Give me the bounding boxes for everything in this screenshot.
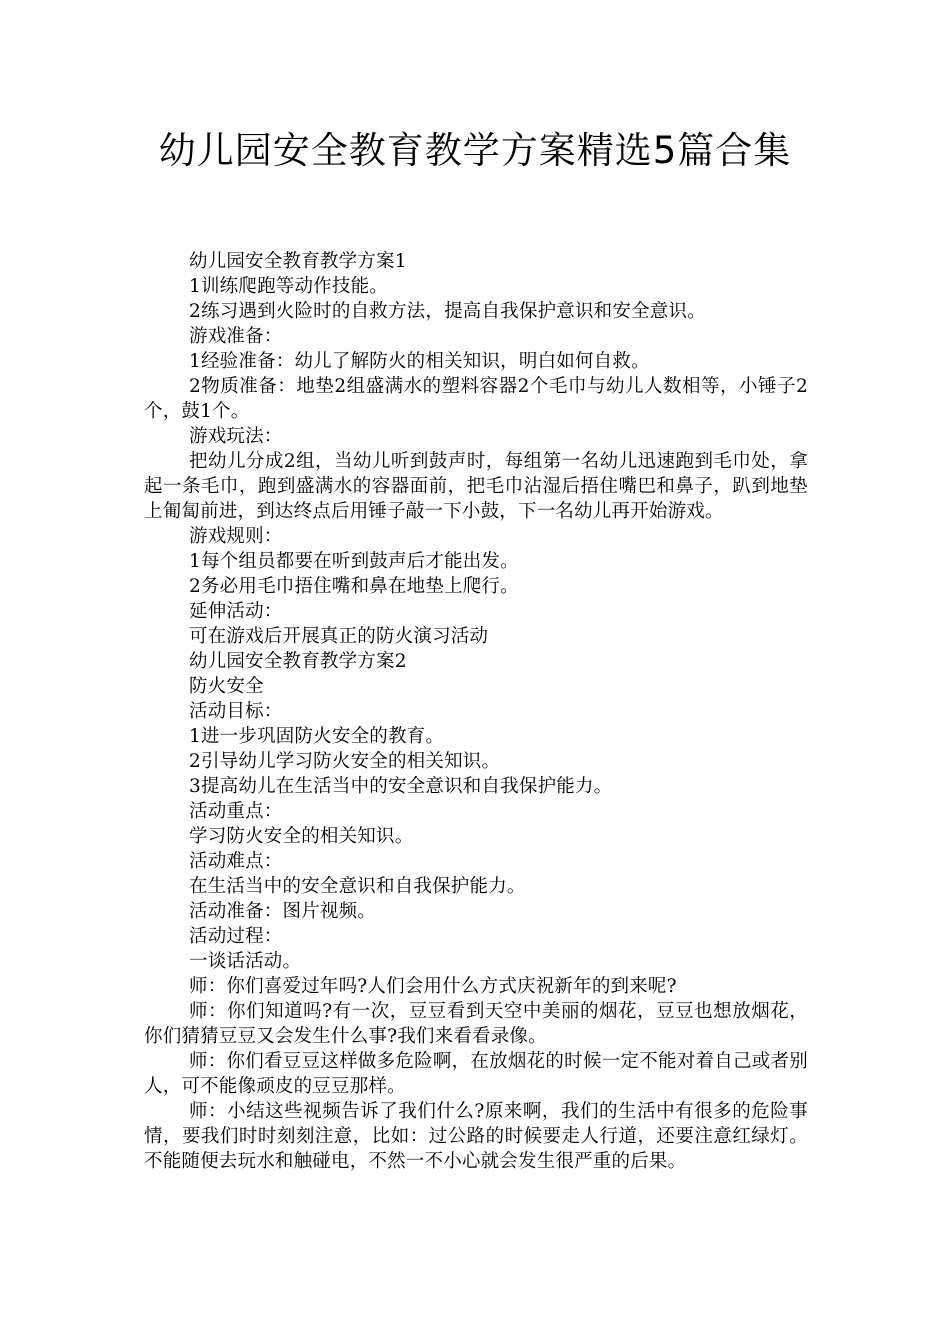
paragraph: 可在游戏后开展真正的防火演习活动 [189,626,489,647]
paragraph: 游戏准备： [189,326,283,347]
paragraph: 1每个组员都要在听到鼓声后才能出发。 [189,551,519,572]
paragraph: 3提高幼儿在生活当中的安全意识和自我保护能力。 [189,776,613,797]
paragraph: 活动目标： [189,701,283,722]
paragraph: 2练习遇到火险时的自救方法，提高自我保护意识和安全意识。 [189,301,706,322]
paragraph: 2务必用毛巾捂住嘴和鼻在地垫上爬行。 [189,576,519,597]
paragraph: 幼儿园安全教育教学方案2 [189,651,407,672]
paragraph: 2引导幼儿学习防火安全的相关知识。 [189,751,501,772]
paragraph: 延伸活动： [189,601,283,622]
document-body [144,249,808,1174]
paragraph: 1经验准备：幼儿了解防火的相关知识，明白如何自救。 [189,351,650,372]
paragraph: 在生活当中的安全意识和自我保护能力。 [189,876,526,897]
paragraph: 把幼儿分成2组，当幼儿听到鼓声时，每组第一名幼儿迅速跑到毛巾处，拿起一条毛巾，跑到盛满水的容器面前，把毛巾沾湿后捂住嘴巴和鼻子，趴到地垫上匍匐前进，到达终点后用锤子敲一下小鼓，下一名幼儿再开始游戏。 [144,451,808,522]
paragraph: 一谈话活动。 [189,951,302,972]
paragraph: 师：你们喜爱过年吗?人们会用什么方式庆祝新年的到来呢? [189,976,677,997]
paragraph: 幼儿园安全教育教学方案1 [189,251,407,272]
paragraph: 师：小结这些视频告诉了我们什么?原来啊，我们的生活中有很多的危险事情，要我们时时刻刻注意，比如：过公路的时候要走人行道，还要注意红绿灯。不能随便去玩水和触碰电，不然一不小心就会发生很严重的后果。 [144,1101,808,1172]
paragraph: 1进一步巩固防火安全的教育。 [189,726,445,747]
paragraph: 活动重点： [189,801,283,822]
paragraph: 活动过程： [189,926,283,947]
paragraph: 1训练爬跑等动作技能。 [189,276,388,297]
paragraph: 活动难点： [189,851,283,872]
paragraph: 游戏规则： [189,526,283,547]
paragraph: 活动准备：图片视频。 [189,901,377,922]
paragraph: 学习防火安全的相关知识。 [189,826,414,847]
paragraph: 师：你们知道吗?有一次，豆豆看到天空中美丽的烟花，豆豆也想放烟花，你们猜猜豆豆又会发生什么事?我们来看看录像。 [144,1001,808,1047]
document-title: 幼儿园安全教育教学方案精选5篇合集 [158,129,792,172]
paragraph: 防火安全 [189,676,264,697]
paragraph: 师：你们看豆豆这样做多危险啊，在放烟花的时候一定不能对着自己或者别人，可不能像顽皮的豆豆那样。 [144,1051,808,1097]
paragraph: 2物质准备：地垫2组盛满水的塑料容器2个毛巾与幼儿人数相等，小锤子2个，鼓1个。 [144,376,808,422]
paragraph: 游戏玩法： [189,426,283,447]
